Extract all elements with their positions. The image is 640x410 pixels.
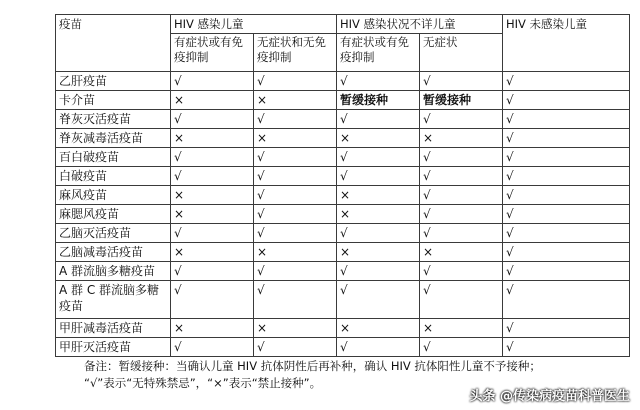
vaccine-name-cell: 甲肝灭活疫苗: [56, 338, 171, 357]
recommendation-cell: √: [420, 224, 503, 243]
vaccine-name-cell: A 群 C 群流脑多糖疫苗: [56, 281, 171, 319]
recommendation-cell: ×: [337, 205, 420, 224]
recommendation-cell: √: [254, 205, 337, 224]
footnote-line-1: 备注：暂缓接种：当确认儿童 HIV 抗体阴性后再补种，确认 HIV 抗体阳性儿童不予接种；: [84, 359, 541, 373]
watermark: 头条 @传染病疫苗科普医生: [469, 389, 630, 404]
vaccine-name-cell: 甲肝减毒活疫苗: [56, 319, 171, 338]
header-asymptomatic: 无症状和无免疫抑制: [254, 34, 337, 72]
recommendation-cell: ×: [337, 129, 420, 148]
recommendation-cell: √: [254, 148, 337, 167]
recommendation-cell: √: [503, 72, 630, 91]
header-hiv-uninfected: HIV 未感染儿童: [503, 15, 630, 72]
recommendation-cell: √: [503, 224, 630, 243]
vaccine-name-cell: 乙脑减毒活疫苗: [56, 243, 171, 262]
recommendation-cell: ×: [420, 243, 503, 262]
recommendation-cell: √: [420, 338, 503, 357]
recommendation-cell: √: [171, 224, 254, 243]
recommendation-cell: √: [503, 186, 630, 205]
recommendation-cell: √: [171, 338, 254, 357]
table-row: [56, 129, 630, 148]
recommendation-cell: √: [254, 167, 337, 186]
recommendation-cell: √: [420, 72, 503, 91]
recommendation-cell: √: [171, 281, 254, 319]
recommendation-cell: ×: [337, 319, 420, 338]
table-row: [56, 262, 630, 281]
recommendation-cell: √: [503, 319, 630, 338]
vaccine-name-cell: 白破疫苗: [56, 167, 171, 186]
recommendation-cell: 暂缓接种: [420, 91, 503, 110]
recommendation-cell: √: [254, 338, 337, 357]
recommendation-cell: √: [420, 205, 503, 224]
vaccine-name-cell: 卡介苗: [56, 91, 171, 110]
recommendation-cell: √: [503, 338, 630, 357]
recommendation-cell: 暂缓接种: [337, 91, 420, 110]
recommendation-cell: √: [420, 262, 503, 281]
header-hiv-unknown: HIV 感染状况不详儿童: [337, 15, 503, 34]
header-unknown-asymptomatic: 无症状: [420, 34, 503, 72]
recommendation-cell: ×: [171, 205, 254, 224]
table-row: [56, 91, 630, 110]
recommendation-cell: √: [503, 110, 630, 129]
vaccine-name-cell: 脊灰灭活疫苗: [56, 110, 171, 129]
table-row: [56, 224, 630, 243]
recommendation-cell: ×: [171, 243, 254, 262]
recommendation-cell: √: [254, 186, 337, 205]
recommendation-cell: √: [420, 110, 503, 129]
recommendation-cell: ×: [254, 319, 337, 338]
table-row: [56, 186, 630, 205]
header-symptomatic: 有症状或有免疫抑制: [171, 34, 254, 72]
recommendation-cell: √: [171, 148, 254, 167]
recommendation-cell: √: [420, 167, 503, 186]
recommendation-cell: √: [503, 148, 630, 167]
recommendation-cell: √: [337, 167, 420, 186]
vaccine-table-container: [55, 14, 629, 357]
header-unknown-symptomatic: 有症状或有免疫抑制: [337, 34, 420, 72]
recommendation-cell: √: [420, 148, 503, 167]
table-row: [56, 167, 630, 186]
vaccine-name-cell: 乙肝疫苗: [56, 72, 171, 91]
recommendation-cell: √: [503, 243, 630, 262]
vaccine-name-cell: 脊灰减毒活疫苗: [56, 129, 171, 148]
recommendation-cell: √: [503, 262, 630, 281]
recommendation-cell: ×: [171, 91, 254, 110]
table-row: [56, 205, 630, 224]
recommendation-cell: √: [337, 338, 420, 357]
recommendation-cell: √: [503, 91, 630, 110]
recommendation-cell: √: [503, 167, 630, 186]
header-vaccine: 疫苗: [56, 15, 171, 72]
recommendation-cell: √: [171, 72, 254, 91]
recommendation-cell: √: [254, 281, 337, 319]
recommendation-cell: √: [337, 72, 420, 91]
recommendation-cell: ×: [254, 91, 337, 110]
recommendation-cell: √: [337, 148, 420, 167]
table-row: [56, 243, 630, 262]
vaccine-name-cell: 麻风疫苗: [56, 186, 171, 205]
recommendation-cell: √: [254, 224, 337, 243]
recommendation-cell: ×: [420, 129, 503, 148]
vaccine-table: [55, 14, 630, 357]
recommendation-cell: √: [337, 110, 420, 129]
recommendation-cell: √: [503, 205, 630, 224]
vaccine-name-cell: 乙脑灭活疫苗: [56, 224, 171, 243]
recommendation-cell: √: [171, 262, 254, 281]
vaccine-name-cell: A 群流脑多糖疫苗: [56, 262, 171, 281]
footnote-line-2: “√”表示“无特殊禁忌”，“×”表示“禁止接种”。: [84, 376, 322, 390]
recommendation-cell: ×: [171, 129, 254, 148]
recommendation-cell: √: [420, 186, 503, 205]
recommendation-cell: √: [254, 72, 337, 91]
recommendation-cell: √: [420, 281, 503, 319]
recommendation-cell: √: [337, 262, 420, 281]
recommendation-cell: √: [337, 281, 420, 319]
table-row: [56, 281, 630, 319]
recommendation-cell: ×: [420, 319, 503, 338]
recommendation-cell: √: [503, 281, 630, 319]
recommendation-cell: ×: [337, 243, 420, 262]
recommendation-cell: √: [337, 224, 420, 243]
recommendation-cell: ×: [171, 319, 254, 338]
recommendation-cell: ×: [254, 129, 337, 148]
table-row: [56, 338, 630, 357]
header-hiv-infected: HIV 感染儿童: [171, 15, 337, 34]
recommendation-cell: √: [171, 167, 254, 186]
recommendation-cell: √: [171, 110, 254, 129]
recommendation-cell: √: [503, 129, 630, 148]
vaccine-name-cell: 百白破疫苗: [56, 148, 171, 167]
recommendation-cell: ×: [254, 243, 337, 262]
vaccine-name-cell: 麻腮风疫苗: [56, 205, 171, 224]
table-row: [56, 148, 630, 167]
recommendation-cell: √: [254, 262, 337, 281]
table-row: [56, 72, 630, 91]
recommendation-cell: √: [254, 110, 337, 129]
table-row: [56, 319, 630, 338]
recommendation-cell: ×: [171, 186, 254, 205]
recommendation-cell: ×: [337, 186, 420, 205]
header-row-1: [56, 15, 630, 34]
table-row: [56, 110, 630, 129]
